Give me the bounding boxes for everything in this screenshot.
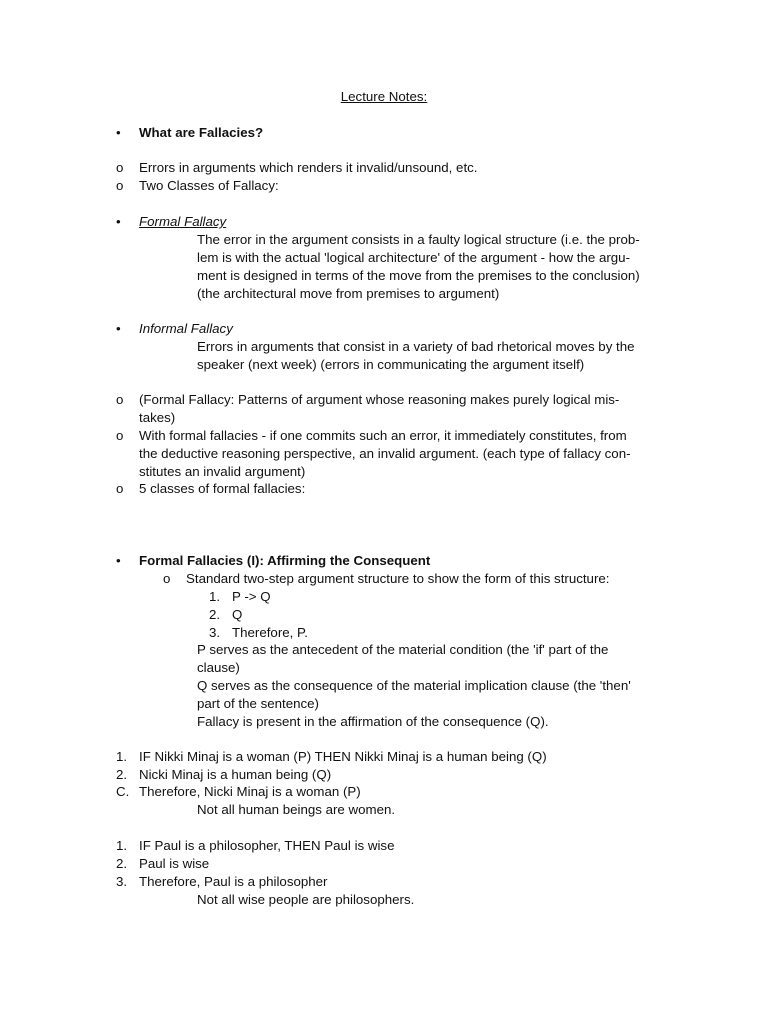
sub-bullet-marker: o (116, 428, 124, 443)
sub-bullet-marker: o (116, 392, 124, 407)
paragraph-line: ment is designed in terms of the move from the premises to the conclusion) (197, 268, 640, 283)
step-number: 2. (209, 607, 221, 622)
paragraph-line: Errors in arguments that consist in a variety of bad rhetorical moves by the (197, 339, 635, 354)
paragraph-line: 5 classes of formal fallacies: (139, 481, 306, 496)
step-text: Q (232, 607, 243, 622)
bullet-marker: • (116, 321, 121, 336)
list-item: Standard two-step argument structure to show the form of this structure: (186, 571, 610, 586)
paragraph-line: the deductive reasoning perspective, an invalid argument. (each type of fallacy con- (139, 446, 631, 461)
paragraph-line: speaker (next week) (errors in communicating the argument itself) (197, 357, 585, 372)
paragraph-line: clause) (197, 660, 240, 675)
example-line: Therefore, Paul is a philosopher (139, 874, 328, 889)
paragraph-line: Q serves as the consequence of the material implication clause (the 'then' (197, 678, 631, 693)
example-note: Not all wise people are philosophers. (197, 892, 415, 907)
example-line: IF Paul is a philosopher, THEN Paul is wise (139, 838, 395, 853)
bullet-marker: • (116, 214, 121, 229)
paragraph-line: stitutes an invalid argument) (139, 464, 306, 479)
list-item: Two Classes of Fallacy: (139, 178, 279, 193)
paragraph-line: With formal fallacies - if one commits such an error, it immediately constitutes, from (139, 428, 627, 443)
paragraph-line: lem is with the actual 'logical architecture' of the argument - how the argu- (197, 250, 631, 265)
example-number: 3. (116, 874, 128, 889)
sub-bullet-marker: o (116, 178, 124, 193)
example-number: 1. (116, 838, 128, 853)
step-number: 1. (209, 589, 221, 604)
sub-bullet-marker: o (116, 481, 124, 496)
list-item: Errors in arguments which renders it invalid/unsound, etc. (139, 160, 478, 175)
section-heading-informal-fallacy: Informal Fallacy (139, 321, 233, 336)
bullet-marker: • (116, 125, 121, 140)
example-number: 2. (116, 856, 128, 871)
sub-bullet-marker: o (116, 160, 124, 175)
section-heading-what-are-fallacies: What are Fallacies? (139, 125, 264, 140)
bullet-marker: • (116, 553, 121, 568)
step-text: P -> Q (232, 589, 271, 604)
section-heading-affirming-consequent: Formal Fallacies (I): Affirming the Consequent (139, 553, 431, 568)
step-number: 3. (209, 625, 221, 640)
paragraph-line: Fallacy is present in the affirmation of the consequence (Q). (197, 714, 549, 729)
paragraph-line: (Formal Fallacy: Patterns of argument whose reasoning makes purely logical mis- (139, 392, 620, 407)
example-line: IF Nikki Minaj is a woman (P) THEN Nikki Minaj is a human being (Q) (139, 749, 547, 764)
step-text: Therefore, P. (232, 625, 308, 640)
paragraph-line: (the architectural move from premises to argument) (197, 286, 500, 301)
page-title: Lecture Notes: (340, 89, 428, 104)
example-number: 2. (116, 767, 128, 782)
example-number: C. (116, 784, 130, 799)
paragraph-line: part of the sentence) (197, 696, 319, 711)
example-line: Therefore, Nicki Minaj is a woman (P) (139, 784, 361, 799)
example-line: Nicki Minaj is a human being (Q) (139, 767, 332, 782)
paragraph-line: P serves as the antecedent of the material condition (the 'if' part of the (197, 642, 609, 657)
example-line: Paul is wise (139, 856, 210, 871)
paragraph-line: The error in the argument consists in a faulty logical structure (i.e. the prob- (197, 232, 640, 247)
example-number: 1. (116, 749, 128, 764)
sub-bullet-marker: o (163, 571, 171, 586)
paragraph-line: takes) (139, 410, 176, 425)
section-heading-formal-fallacy: Formal Fallacy (139, 214, 227, 229)
example-note: Not all human beings are women. (197, 802, 396, 817)
